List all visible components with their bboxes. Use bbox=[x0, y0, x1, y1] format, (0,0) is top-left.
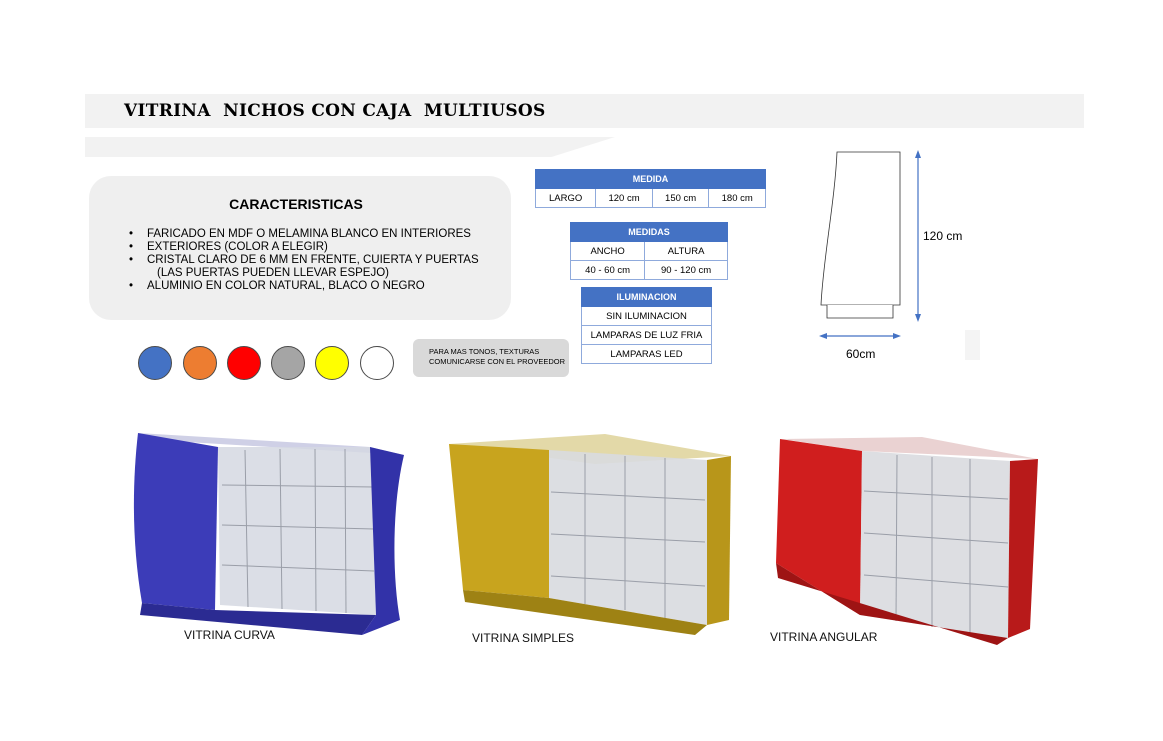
product-caption: VITRINA SIMPLES bbox=[472, 631, 575, 645]
medida-value: 180 cm bbox=[709, 189, 766, 208]
characteristic-item: (LAS PUERTAS PUEDEN LLEVAR ESPEJO) bbox=[157, 267, 389, 279]
iluminacion-option: SIN ILUMINACION bbox=[582, 307, 712, 326]
product-caption: VITRINA CURVA bbox=[184, 628, 275, 642]
product-caption: VITRINA ANGULAR bbox=[770, 630, 878, 644]
medida-label: LARGO bbox=[536, 189, 596, 208]
iluminacion-title: ILUMINACION bbox=[582, 288, 712, 307]
product-vitrina-angular bbox=[772, 433, 1042, 648]
medida-value: 120 cm bbox=[596, 189, 653, 208]
medidas-value: 40 - 60 cm bbox=[571, 261, 645, 280]
diagram-profile bbox=[821, 152, 900, 305]
color-swatch-blue[interactable] bbox=[138, 346, 172, 380]
medidas-table bbox=[570, 222, 728, 280]
iluminacion-option: LAMPARAS LED bbox=[582, 345, 712, 364]
medida-table bbox=[535, 169, 766, 208]
height-label: 120 cm bbox=[923, 229, 963, 243]
diagram-shadow bbox=[965, 330, 980, 360]
arrow-head bbox=[915, 150, 921, 158]
title-decoration bbox=[85, 137, 615, 157]
page-title: VITRINA NICHOS CON CAJA MULTIUSOS bbox=[124, 101, 546, 121]
dimension-diagram bbox=[805, 140, 980, 370]
characteristic-item: • CRISTAL CLARO DE 6 MM EN FRENTE, CUIERTA Y PUERTAS bbox=[129, 254, 479, 267]
medidas-title: MEDIDAS bbox=[571, 223, 728, 242]
characteristic-item: • FARICADO EN MDF O MELAMINA BLANCO EN INTERIORES bbox=[129, 228, 479, 241]
color-swatch-orange[interactable] bbox=[183, 346, 217, 380]
color-swatch-yellow[interactable] bbox=[315, 346, 349, 380]
diagram-base bbox=[827, 305, 893, 318]
medidas-value: 90 - 120 cm bbox=[645, 261, 728, 280]
characteristic-item: • ALUMINIO EN COLOR NATURAL, BLACO O NEGRO bbox=[129, 280, 479, 293]
product-vitrina-simples bbox=[445, 430, 735, 640]
iluminacion-table bbox=[581, 287, 712, 364]
arrow-head bbox=[893, 333, 901, 339]
characteristics-list bbox=[129, 228, 479, 293]
iluminacion-option: LAMPARAS DE LUZ FRIA bbox=[582, 326, 712, 345]
medidas-header: ALTURA bbox=[645, 242, 728, 261]
medida-value: 150 cm bbox=[652, 189, 709, 208]
characteristics-panel bbox=[89, 176, 511, 320]
medidas-header: ANCHO bbox=[571, 242, 645, 261]
tones-note bbox=[413, 339, 569, 377]
color-swatch-gray[interactable] bbox=[271, 346, 305, 380]
color-swatch-red[interactable] bbox=[227, 346, 261, 380]
characteristic-item: • EXTERIORES (COLOR A ELEGIR) bbox=[129, 241, 479, 254]
characteristics-title: CARACTERISTICAS bbox=[229, 196, 363, 212]
color-swatch-white[interactable] bbox=[360, 346, 394, 380]
tones-note-line: COMUNICARSE CON EL PROVEEDOR bbox=[429, 357, 565, 366]
arrow-head bbox=[915, 314, 921, 322]
arrow-head bbox=[819, 333, 827, 339]
medida-title: MEDIDA bbox=[536, 170, 766, 189]
tones-note-line: PARA MAS TONOS, TEXTURAS bbox=[429, 347, 540, 356]
width-label: 60cm bbox=[846, 347, 876, 361]
product-vitrina-curva bbox=[130, 425, 410, 640]
